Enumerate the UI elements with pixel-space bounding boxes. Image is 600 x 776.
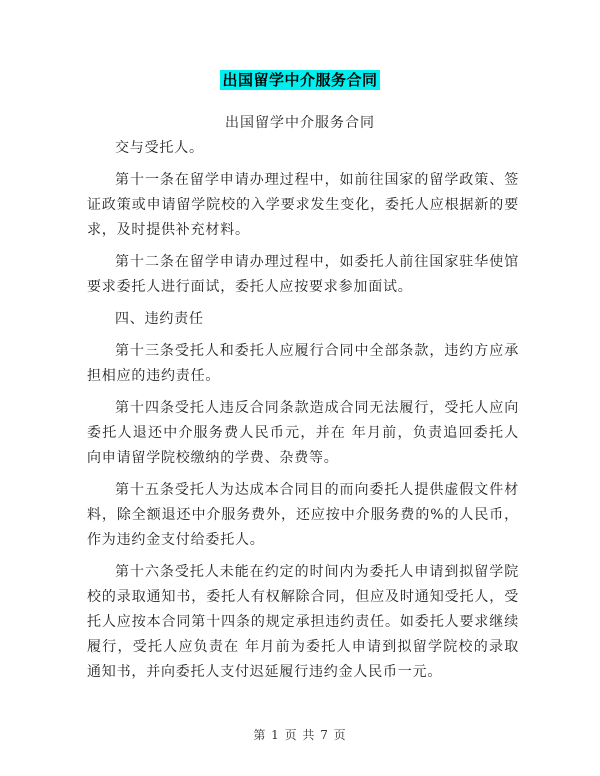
paragraph-article-16: 第十六条受托人未能在约定的时间内为委托人申请到拟留学院校的录取通知书，委托人有权解除合同，但应及时通知受托人，受托人应按本合同第十四条的规定承担违约责任。如委托人要求继续履行，受托人应负责在 年月前为委托人申请到拟留学院校的录取通知书，并向委托人支付迟延履行违约金人民币一元。 [87,564,519,680]
paragraph-article-13: 第十三条受托人和委托人应履行合同中全部条款，违约方应承担相应的违约责任。 [87,343,519,384]
title-area [0,70,600,90]
section-heading-liability: 四、违约责任 [115,311,204,327]
paragraph-article-15: 第十五条受托人为达成本合同目的而向委托人提供虚假文件材料，除全额退还中介服务费外，还应按中介服务费的%的人民币，作为违约金支付给委托人。 [87,482,519,548]
document-title-highlighted: 出国留学中介服务合同 [222,71,378,89]
paragraph-article-11: 第十一条在留学申请办理过程中，如前往国家的留学政策、签证政策或申请留学院校的入学要求发生变化，委托人应根据新的要求，及时提供补充材料。 [87,172,519,238]
paragraph-article-14: 第十四条受托人违反合同条款造成合同无法履行，受托人应向委托人退还中介服务费人民币元，并在 年月前，负责追回委托人向申请留学院校缴纳的学费、杂费等。 [87,400,519,466]
document-body [87,136,519,692]
paragraph-article-12: 第十二条在留学申请办理过程中，如委托人前往国家驻华使馆要求委托人进行面试，委托人应按要求参加面试。 [87,254,519,295]
document-subtitle: 出国留学中介服务合同 [225,115,375,131]
paragraph-handover: 交与受托人。 [115,140,204,156]
page-number-footer: 第 1 页 共 7 页 [253,728,347,742]
